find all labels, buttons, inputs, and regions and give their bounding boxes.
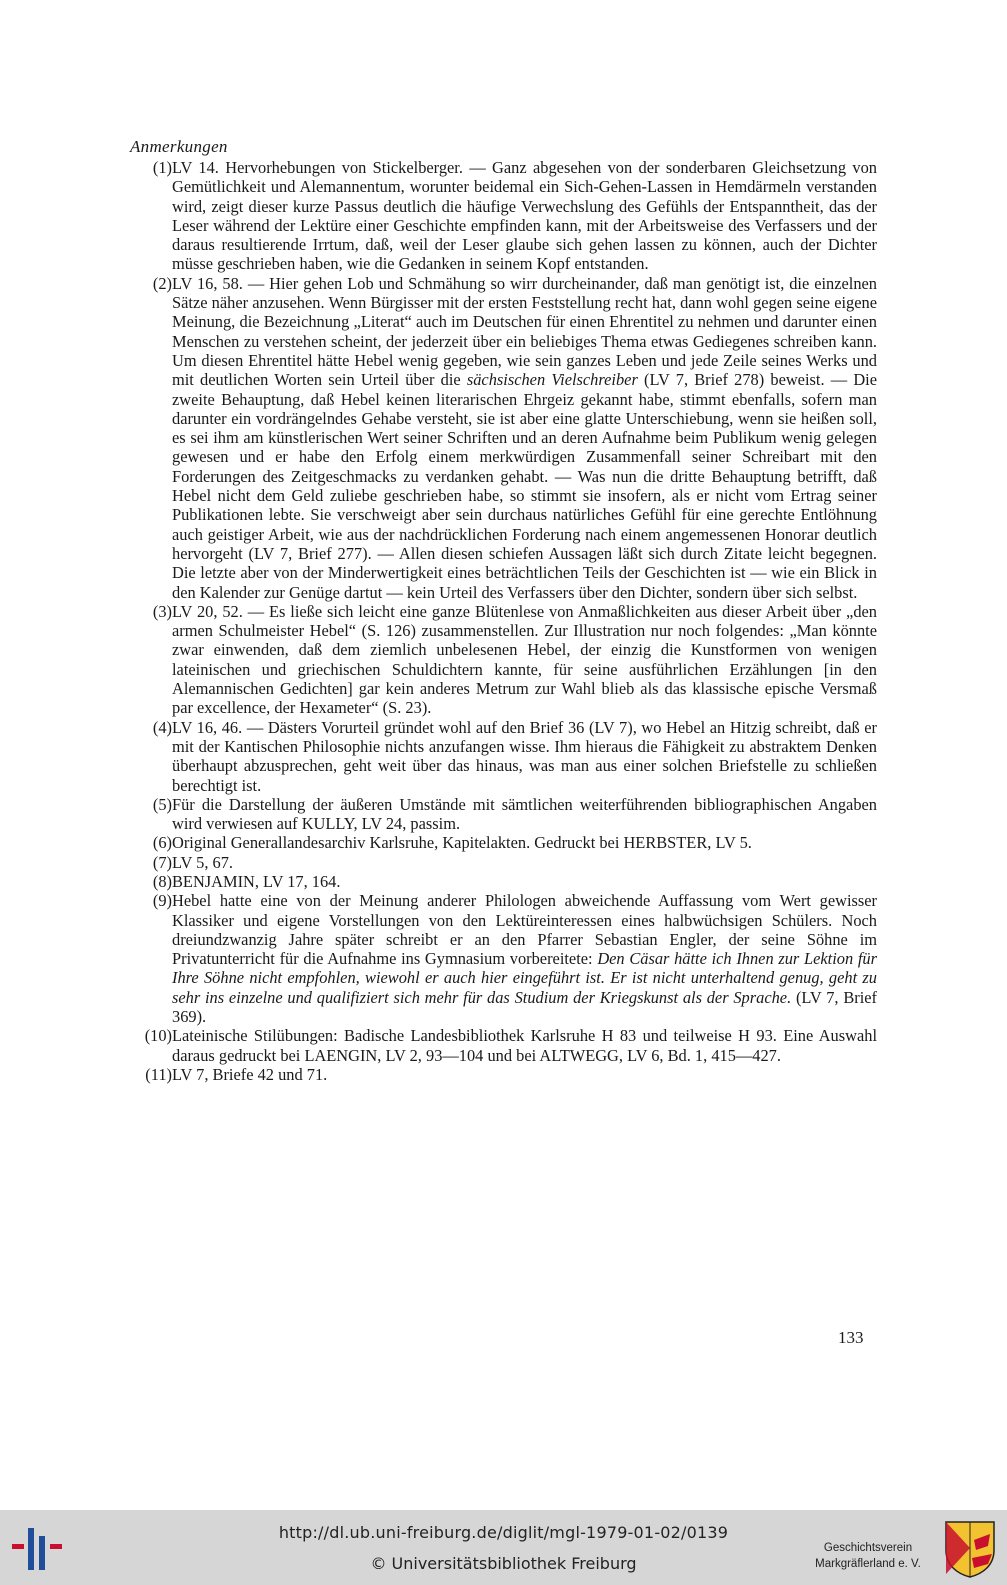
note-4 bbox=[120, 718, 877, 795]
society-name-line: Geschichtsverein bbox=[823, 1542, 913, 1554]
note-italic-quote: sächsischen Vielschreiber bbox=[466, 370, 638, 390]
note-text bbox=[172, 274, 877, 602]
note-number: (7) bbox=[152, 852, 172, 872]
coat-of-arms-icon bbox=[944, 1520, 996, 1578]
note-text: LV 7, Briefe 42 und 71. bbox=[172, 1064, 328, 1084]
note-1 bbox=[120, 158, 877, 274]
note-6 bbox=[120, 833, 877, 852]
note-5 bbox=[120, 795, 877, 834]
note-number: (4) bbox=[152, 717, 172, 737]
note-10 bbox=[120, 1026, 877, 1065]
note-7 bbox=[120, 853, 877, 872]
note-text: Lateinische Stilübungen: Badische Landesbibliothek Karlsruhe H 83 und teilweise H 93. Eine Auswahl daraus gedruckt bei LAENGIN, LV 2, 93—104 und bei ALTWEGG, LV 6, Bd. 1, 415—427. bbox=[172, 1026, 877, 1065]
note-3 bbox=[120, 602, 877, 718]
note-9 bbox=[120, 891, 877, 1026]
note-text: Original Generallandesarchiv Karlsruhe, Kapitelakten. Gedruckt bei HERBSTER, LV 5. bbox=[172, 833, 752, 853]
note-text-part: (LV 7, Brief 369). bbox=[172, 987, 877, 1027]
note-text: LV 5, 67. bbox=[172, 852, 234, 872]
viewer-footer bbox=[0, 1510, 1007, 1585]
note-number: (3) bbox=[152, 601, 172, 621]
note-number: (2) bbox=[152, 273, 172, 293]
note-text: LV 20, 52. — Es ließe sich leicht eine ganze Blütenlese von Anmaßlichkeiten aus dieser Arbeit über „den armen Schulmeister Hebel“ (S. 126) zusammenstellen. Zur Illustration nur noch folgendes: „Man könnte zwar einwenden, daß dem ziemlich unbelesenen Hebel, der einzig die Kunstformen von wenigen lateinischen und griechischen Schuldichtern kannte, für seine ausführlichen Erzählungen [in den Alemannischen Gedichten] gar kein anderes Metrum zur Wahl blieb als das klassische epische Versmaß par excellence, der Hexameter“ (S. 23). bbox=[172, 601, 877, 718]
note-number: (5) bbox=[152, 794, 172, 814]
note-number: (11) bbox=[145, 1064, 172, 1084]
note-text bbox=[172, 891, 877, 1026]
document-url-link[interactable]: http://dl.ub.uni-freiburg.de/diglit/mgl-1979-01-02/0139 bbox=[278, 1523, 729, 1542]
copyright-notice: © Universitätsbibliothek Freiburg bbox=[370, 1554, 637, 1573]
note-text-part: Hebel hatte eine von der Meinung anderer Philologen abweichende Auffassung vom Wert gewisser Klassiker und eigene Vorstellungen von den Lektüreinteressen eines halbwüchsigen Schülers. Noch dreiundzwanzig Jahre später schreibt er an den Pfarrer Sebastian Engler, der seine Söhne im Privatunterricht für die Aufnahme ins Gymnasium vorbereitete: bbox=[172, 891, 877, 969]
note-italic-quote: Den Cäsar hätte ich Ihnen zur Lektion für Ihre Söhne nicht empfohlen, wiewohl er auch hier eingeführt ist. Er ist nicht unterhaltend genug, geht zu sehr ins einzelne und qualifiziert sich mehr für das Studium der Kriegskunst als der Sprache. bbox=[172, 949, 878, 1007]
society-name bbox=[808, 1540, 928, 1572]
note-number: (8) bbox=[152, 871, 172, 891]
note-8 bbox=[120, 872, 877, 891]
note-number: (10) bbox=[144, 1026, 172, 1046]
page-number: 133 bbox=[838, 1328, 864, 1347]
note-text: Für die Darstellung der äußeren Umstände mit sämtlichen weiterführenden bibliographischen Angaben wird verwiesen auf KULLY, LV 24, passim. bbox=[172, 794, 877, 834]
note-number: (6) bbox=[152, 833, 172, 853]
note-text: LV 16, 46. — Dästers Vorurteil gründet wohl auf den Brief 36 (LV 7), wo Hebel an Hitzig schreibt, daß er mit der Kantischen Philosophie nichts anzufangen wisse. Ihm hieraus die Fähigkeit zu abstraktem Denken überhaupt abzusprechen, geht weit über das hinaus, was man aus einer solchen Briefstelle zu schließen berechtigt ist. bbox=[172, 717, 877, 795]
note-text: BENJAMIN, LV 17, 164. bbox=[172, 871, 341, 891]
note-number: (9) bbox=[152, 891, 172, 911]
section-title: Anmerkungen bbox=[130, 137, 228, 156]
note-text-part: (LV 7, Brief 278) beweist. — Die zweite Behauptung, daß Hebel keinen literarischen Ehrgeiz gekannt habe, stimmt ebenfalls, sofern man darunter ein vordrängelndes Gehabe versteht, sie ist aber eine glatte Unterschiebung, wenn sie heißen soll, es sei ihm am künstlerischen Wert seiner Schriften und an deren Aufnahme beim Publikum wenig gelegen gewesen und er habe den Erfolg einem merkwürdigen Zusammenfall seiner Schreibart mit den Forderungen des Zeitgeschmacks zu verdanken gehabt. — Was nun die dritte Behauptung betrifft, daß Hebel nicht dem Geld zuliebe geschrieben habe, so stimmt sie insofern, als er nicht vom Ertrag seiner Publikationen lebte. Sie verschweigt aber sein durchaus natürliches Gefühl für eine gerechte Entlöhnung auch geistiger Arbeit, wie aus der nachdrücklichen Forderung nach einem angemessenen Honorar deutlich hervorgeht (LV 7, Brief 277). — Allen diesen schiefen Aussagen läßt sich durch Zitate leicht begegnen. Die letzte aber von der Minderwertigkeit eines beträchtlichen Teils der Geschichten ist — wie ein Blick in den Kalender zur Genüge dartut — kein Urteil des Verfassers über den Dichter, sondern über sich selbst. bbox=[172, 370, 877, 602]
note-11 bbox=[120, 1065, 877, 1084]
note-2 bbox=[120, 274, 877, 602]
note-text: LV 14. Hervorhebungen von Stickelberger. — Ganz abgesehen von der sonderbaren Gleichsetzung von Gemütlichkeit und Alemannentum, worunter beidemal ein Sich-Gehen-Lassen in Hemdärmeln verstanden wird, zeigt dieser kurze Passus deutlich die häufige Verwechslung des Gefühls der Entspanntheit, das der Leser während der Lektüre einer Geschichte empfinden kann, mit der Arbeitsweise des Verfassers und der daraus resultierende Irrtum, daß, weil der Leser glaube sich gehen lassen zu können, auch der Dichter müsse geschrieben haben, wie die Gedanken in seinem Kopf entstanden. bbox=[172, 158, 877, 274]
note-number: (1) bbox=[152, 158, 172, 177]
notes-list bbox=[120, 158, 877, 1084]
note-text-part: LV 16, 58. — Hier gehen Lob und Schmähung so wirr durcheinander, daß man genötigt ist, die einzelnen Sätze näher anzusehen. Wenn Bürgisser mit der ersten Feststellung recht hat, dann wohl gegen seine eigene Meinung, die Bezeichnung „Literat“ auch im Deutschen für einen Ehrentitel zu nehmen und darunter einen Menschen zu verstehen scheint, der jederzeit über ein beliebiges Thema etwas Gediegenes schreiben kann. Um diesen Ehrentitel hätte Hebel wenig gegeben, wie sein ganzes Leben und jede Zeile seines Werks und mit deutlichen Worten sein Urteil über die bbox=[172, 273, 877, 390]
society-name-line: Markgräflerland e. V. bbox=[815, 1558, 921, 1570]
